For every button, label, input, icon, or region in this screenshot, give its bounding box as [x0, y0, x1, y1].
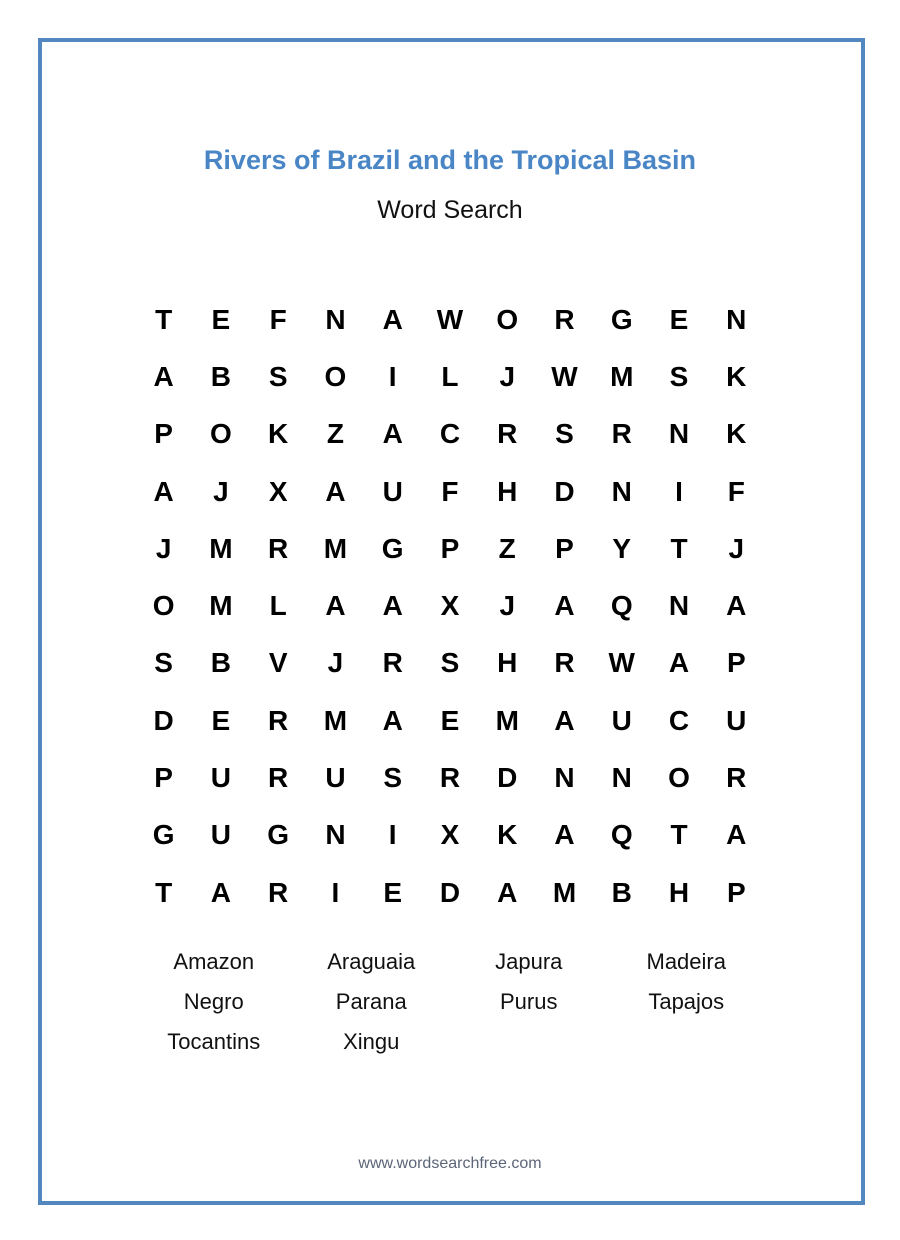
letter-grid	[135, 291, 765, 921]
grid-cell[interactable]: R	[382, 647, 403, 679]
grid-cell[interactable]: D	[153, 704, 174, 736]
grid-cell[interactable]: E	[440, 704, 460, 736]
grid-cell[interactable]: S	[383, 762, 403, 794]
grid-cell[interactable]: R	[726, 762, 747, 794]
grid-cell[interactable]: C	[668, 704, 690, 736]
grid-cell[interactable]: S	[669, 360, 689, 392]
grid-cell[interactable]: L	[441, 360, 459, 392]
grid-cell[interactable]: P	[726, 647, 746, 679]
grid-cell[interactable]: D	[554, 475, 575, 507]
grid-cell[interactable]: S	[440, 647, 460, 679]
grid-cell[interactable]: X	[440, 590, 460, 622]
grid-cell[interactable]: O	[496, 303, 519, 335]
grid-cell[interactable]: A	[726, 819, 747, 851]
grid-row	[135, 463, 765, 520]
grid-cell[interactable]: V	[268, 647, 288, 679]
grid-cell[interactable]: G	[381, 532, 404, 564]
grid-cell[interactable]: I	[388, 819, 397, 851]
grid-row	[135, 291, 765, 348]
grid-cell[interactable]: R	[268, 762, 289, 794]
grid-cell[interactable]: E	[669, 303, 689, 335]
grid-cell[interactable]: U	[611, 704, 632, 736]
grid-row	[135, 749, 765, 806]
grid-cell[interactable]: R	[268, 876, 289, 908]
grid-cell[interactable]: H	[668, 876, 690, 908]
grid-cell[interactable]: U	[726, 704, 747, 736]
grid-cell[interactable]: R	[554, 647, 575, 679]
grid-cell[interactable]: A	[325, 590, 346, 622]
grid-row	[135, 520, 765, 577]
grid-cell[interactable]: X	[440, 819, 460, 851]
grid-cell[interactable]: N	[668, 590, 690, 622]
word-list-item: Amazon	[173, 949, 255, 974]
grid-row	[135, 406, 765, 463]
grid-cell[interactable]: U	[210, 762, 232, 794]
grid-cell[interactable]: N	[668, 418, 690, 450]
word-list-item: Japura	[495, 949, 563, 974]
grid-cell[interactable]: R	[439, 762, 461, 794]
grid-cell[interactable]: P	[154, 762, 173, 794]
grid-cell[interactable]: J	[499, 360, 516, 392]
grid-cell[interactable]: Z	[326, 418, 344, 450]
grid-cell[interactable]: N	[325, 819, 346, 851]
grid-cell[interactable]: T	[670, 532, 688, 564]
grid-cell[interactable]: N	[611, 762, 632, 794]
word-list-item: Negro	[183, 989, 244, 1014]
grid-cell[interactable]: K	[726, 418, 747, 450]
grid-cell[interactable]: M	[323, 704, 348, 736]
grid-cell[interactable]: K	[497, 819, 518, 851]
grid-cell[interactable]: F	[441, 475, 459, 507]
grid-cell[interactable]: B	[210, 360, 232, 392]
grid-cell[interactable]: R	[268, 704, 289, 736]
grid-cell[interactable]: R	[497, 418, 518, 450]
grid-cell[interactable]: H	[497, 475, 518, 507]
grid-cell[interactable]: Q	[610, 590, 633, 622]
grid-cell[interactable]: A	[382, 418, 403, 450]
grid-cell[interactable]: A	[554, 704, 575, 736]
grid-cell[interactable]: U	[325, 762, 346, 794]
word-list-item: Purus	[500, 989, 558, 1014]
footer-url: www.wordsearchfree.com	[358, 1155, 542, 1172]
grid-cell[interactable]: F	[727, 475, 745, 507]
grid-cell[interactable]: M	[495, 704, 519, 736]
word-list	[135, 942, 765, 1062]
grid-cell[interactable]: B	[611, 876, 632, 908]
grid-cell[interactable]: E	[211, 303, 231, 335]
grid-cell[interactable]: A	[497, 876, 518, 908]
grid-cell[interactable]: W	[436, 303, 464, 335]
grid-cell[interactable]: U	[382, 475, 403, 507]
grid-cell[interactable]: K	[268, 418, 289, 450]
grid-row	[135, 692, 765, 749]
grid-cell[interactable]: J	[499, 590, 516, 622]
grid-cell[interactable]: D	[439, 876, 461, 908]
page-title: Rivers of Brazil and the Tropical Basin	[203, 145, 697, 175]
grid-cell[interactable]: A	[210, 876, 232, 908]
grid-cell[interactable]: G	[610, 303, 633, 335]
grid-cell[interactable]: M	[610, 360, 634, 392]
grid-cell[interactable]: S	[555, 418, 574, 450]
grid-cell[interactable]: T	[155, 303, 173, 335]
grid-row	[135, 864, 765, 921]
grid-cell[interactable]: I	[388, 360, 397, 392]
grid-cell[interactable]: Z	[498, 532, 516, 564]
word-list-item: Tapajos	[648, 989, 725, 1014]
grid-cell[interactable]: Q	[610, 819, 633, 851]
grid-cell[interactable]: A	[153, 360, 174, 392]
grid-cell[interactable]: A	[153, 475, 174, 507]
grid-cell[interactable]: F	[269, 303, 287, 335]
grid-cell[interactable]: J	[155, 532, 172, 564]
word-list-item: Tocantins	[167, 1029, 261, 1054]
grid-cell[interactable]: P	[726, 876, 746, 908]
grid-cell[interactable]: E	[383, 876, 403, 908]
grid-cell[interactable]: S	[154, 647, 173, 679]
grid-cell[interactable]: W	[551, 360, 578, 392]
grid-cell[interactable]: R	[554, 303, 575, 335]
grid-row	[135, 807, 765, 864]
grid-cell[interactable]: T	[670, 819, 688, 851]
grid-cell[interactable]: N	[554, 762, 575, 794]
grid-cell[interactable]: J	[213, 475, 229, 507]
grid-cell[interactable]: I	[675, 475, 683, 507]
grid-row	[135, 577, 765, 634]
grid-cell[interactable]: C	[439, 418, 461, 450]
grid-cell[interactable]: N	[325, 303, 346, 335]
grid-cell[interactable]: M	[209, 590, 233, 622]
grid-cell[interactable]: E	[211, 704, 231, 736]
grid-cell[interactable]: U	[210, 819, 232, 851]
grid-cell[interactable]: O	[210, 418, 232, 450]
grid-cell[interactable]: B	[210, 647, 232, 679]
grid-cell[interactable]: R	[268, 532, 289, 564]
word-list-item: Araguaia	[327, 949, 416, 974]
grid-cell[interactable]: P	[154, 418, 173, 450]
grid-cell[interactable]: M	[323, 532, 348, 564]
word-list-item: Madeira	[646, 949, 726, 974]
grid-cell[interactable]: A	[554, 819, 575, 851]
grid-cell[interactable]: A	[382, 303, 403, 335]
grid-cell[interactable]: A	[668, 647, 690, 679]
grid-cell[interactable]: A	[554, 590, 575, 622]
word-list-item: Parana	[335, 989, 407, 1014]
grid-cell[interactable]: P	[555, 532, 574, 564]
grid-cell[interactable]: Y	[612, 532, 632, 564]
grid-row	[135, 635, 765, 692]
grid-cell[interactable]: O	[668, 762, 690, 794]
grid-cell[interactable]: W	[608, 647, 635, 679]
grid-cell[interactable]: M	[209, 532, 233, 564]
grid-cell[interactable]: J	[327, 647, 344, 679]
grid-cell[interactable]: L	[269, 590, 287, 622]
grid-row	[135, 348, 765, 405]
grid-cell[interactable]: A	[726, 590, 747, 622]
grid-cell[interactable]: P	[440, 532, 460, 564]
grid-cell[interactable]: O	[152, 590, 175, 622]
grid-cell[interactable]: A	[382, 704, 403, 736]
grid-cell[interactable]: N	[726, 303, 747, 335]
grid-cell[interactable]: A	[325, 475, 346, 507]
grid-cell[interactable]: H	[497, 647, 518, 679]
grid-cell[interactable]: G	[267, 819, 290, 851]
grid-cell[interactable]: N	[611, 475, 632, 507]
grid-cell[interactable]: A	[382, 590, 403, 622]
grid-cell[interactable]: S	[268, 360, 288, 392]
word-list-item: Xingu	[343, 1029, 400, 1054]
grid-cell[interactable]: O	[324, 360, 347, 392]
grid-cell[interactable]: D	[497, 762, 518, 794]
grid-cell[interactable]: R	[611, 418, 632, 450]
grid-cell[interactable]: G	[152, 819, 175, 851]
grid-cell[interactable]: T	[155, 876, 173, 908]
grid-cell[interactable]: K	[726, 360, 747, 392]
grid-cell[interactable]: X	[268, 475, 288, 507]
grid-cell[interactable]: J	[728, 532, 745, 564]
grid-cell[interactable]: I	[331, 876, 340, 908]
page-subtitle: Word Search	[377, 196, 523, 224]
grid-cell[interactable]: M	[552, 876, 577, 908]
